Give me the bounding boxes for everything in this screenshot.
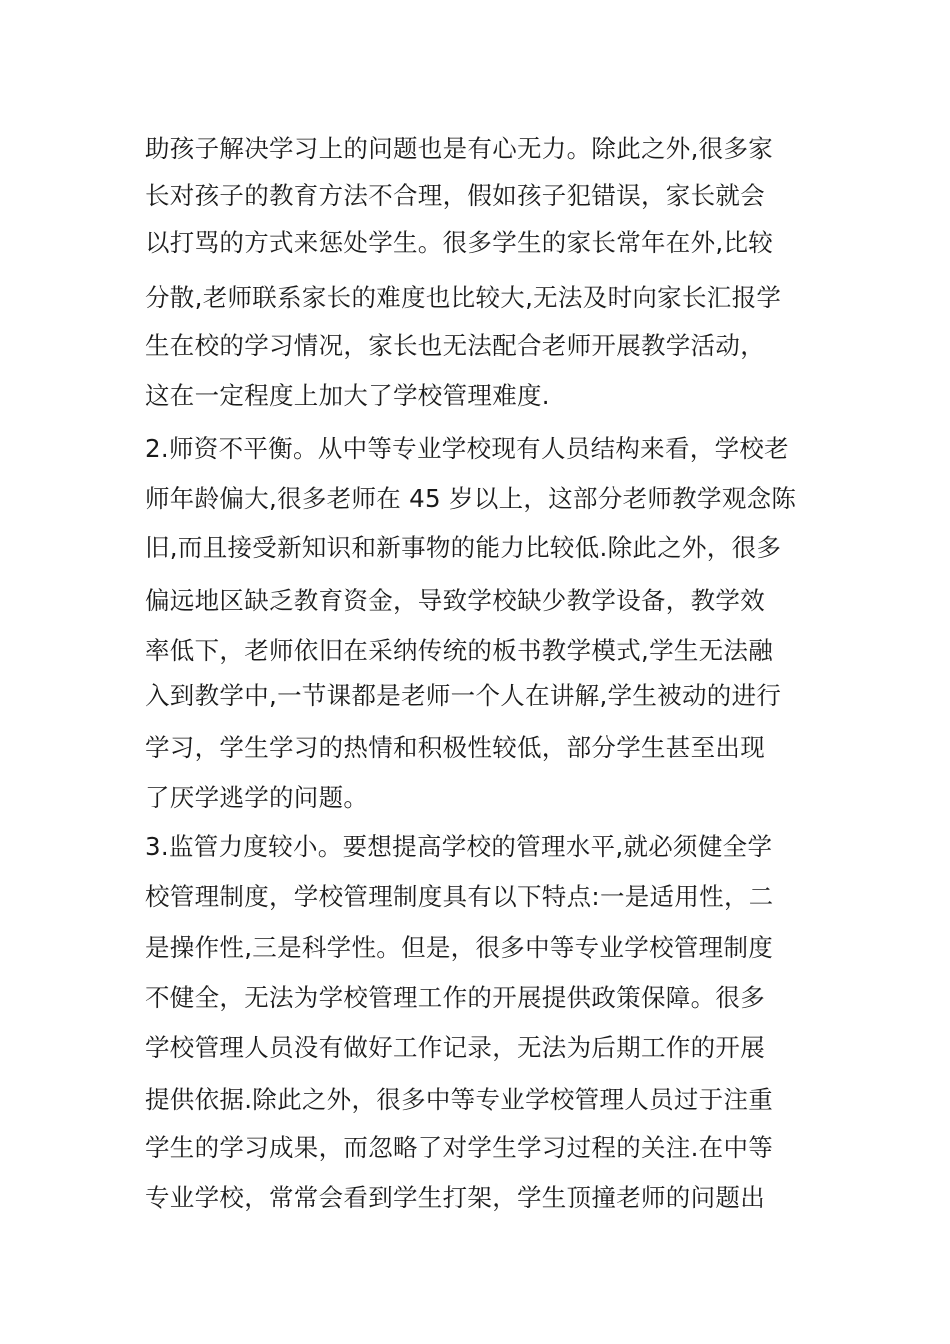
text-line-9: 旧,而且接受新知识和新事物的能力比较低.除此之外，很多 [145, 533, 782, 562]
text-line-6: 这在一定程度上加大了学校管理难度. [145, 381, 550, 410]
text-line-21: 学生的学习成果，而忽略了对学生学习过程的关注.在中等 [145, 1133, 774, 1162]
text-line-20: 提供依据.除此之外，很多中等专业学校管理人员过于注重 [145, 1085, 774, 1114]
text-line-14: 了厌学逃学的问题。 [145, 783, 369, 812]
text-line-5: 生在校的学习情况，家长也无法配合老师开展教学活动， [145, 331, 765, 360]
text-line-16: 校管理制度，学校管理制度具有以下特点:一是适用性，二 [145, 882, 774, 911]
text-line-10: 偏远地区缺乏教育资金，导致学校缺少教学设备，教学效 [145, 586, 765, 615]
text-line-4: 分散,老师联系家长的难度也比较大,无法及时向家长汇报学 [145, 283, 782, 312]
text-line-18: 不健全，无法为学校管理工作的开展提供政策保障。很多 [145, 983, 765, 1012]
text-line-22: 专业学校，常常会看到学生打架，学生顶撞老师的问题出 [145, 1183, 765, 1212]
text-line-17: 是操作性,三是科学性。但是，很多中等专业学校管理制度 [145, 933, 774, 962]
text-line-11: 率低下，老师依旧在采纳传统的板书教学模式,学生无法融 [145, 636, 774, 665]
text-line-19: 学校管理人员没有做好工作记录，无法为后期工作的开展 [145, 1033, 765, 1062]
text-line-13: 学习，学生学习的热情和积极性较低，部分学生甚至出现 [145, 733, 765, 762]
text-line-12: 入到教学中,一节课都是老师一个人在讲解,学生被动的进行 [145, 681, 782, 710]
text-line-3: 以打骂的方式来惩处学生。很多学生的家长常年在外,比较 [145, 228, 774, 257]
text-line-2: 长对孩子的教育方法不合理，假如孩子犯错误，家长就会 [145, 181, 765, 210]
text-line-15: 3.监管力度较小。要想提高学校的管理水平,就必须健全学 [145, 832, 773, 861]
text-line-7: 2.师资不平衡。从中等专业学校现有人员结构来看，学校老 [145, 434, 789, 463]
text-line-1: 助孩子解决学习上的问题也是有心无力。除此之外,很多家 [145, 134, 774, 163]
text-line-8: 师年龄偏大,很多老师在 45 岁以上，这部分老师教学观念陈 [145, 484, 797, 513]
